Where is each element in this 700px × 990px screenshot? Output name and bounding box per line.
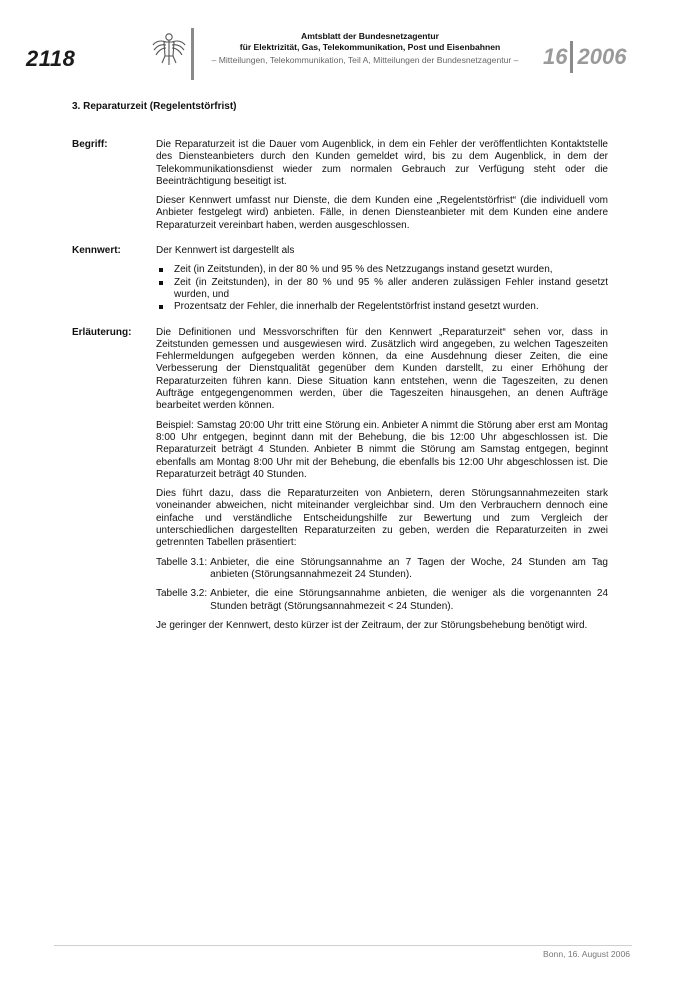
header-divider xyxy=(191,28,194,80)
conclusion-paragraph: Je geringer der Kennwert, desto kürzer ist der Zeitraum, der zur Störungsbehebung benötigt wird. xyxy=(156,619,588,631)
footer-place-date: Bonn, 16. August 2006 xyxy=(543,949,630,959)
list-item: Zeit (in Zeitstunden), in der 80 % und 95 % aller anderen zulässigen Fehler instand gesetzt wurden, und xyxy=(156,277,608,302)
erlaeuterung-paragraph: Dies führt dazu, dass die Reparaturzeiten von Anbietern, deren Störungsannahmezeiten stark voneinander abweichen, nicht miteinander vergleichbar sind. Um den Verbrauchern dennoch eine einfache und verständliche Entscheidungshilfe zur Bewertung und zum Vergleich der unterschiedlichen dargestellten Reparaturzeiten zu geben, werden die Reparaturzeiten in zwei getrennten Tabellen präsentiert: xyxy=(156,488,608,549)
kennwert-list xyxy=(156,264,608,313)
begriff-paragraph: Dieser Kennwert umfasst nur Dienste, die dem Kunden eine „Regelentstörfrist“ (die individuell vom Anbieter festgelegt wird) anbieten. Fälle, in denen Diensteanbieter mit dem Kunden eine andere Reparaturzeit vereinbart haben, werden ausgeschlossen. xyxy=(156,195,608,231)
footer-divider xyxy=(54,945,632,946)
table-reference-text: Anbieter, die eine Störungsannahme anbieten, die weniger als die vorgenannten 24 Stunden beträgt (Störungsannahmezeit < 24 Stunden). xyxy=(210,588,608,612)
begriff-label: Begriff: xyxy=(72,139,108,150)
gazette-subtitle: für Elektrizität, Gas, Telekommunikation, Post und Eisenbahnen xyxy=(239,42,501,52)
kennwert-row xyxy=(72,245,608,320)
kennwert-label: Kennwert: xyxy=(72,245,121,257)
issue-divider xyxy=(570,41,573,73)
table-reference-label: Tabelle 3.2: xyxy=(156,588,208,600)
issue-year: 2006 xyxy=(577,44,627,69)
list-item: Zeit (in Zeitstunden), in der 80 % und 95 % des Netzzugangs instand gesetzt wurden, xyxy=(156,264,608,276)
begriff-paragraph: Die Reparaturzeit ist die Dauer vom Augenblick, in dem ein Fehler der veröffentlichten Kontaktstelle des Diensteanbieters durch den Kunden gemeldet wird, bis zu dem Augenblick, in dem der Telekommunikationsdienst wieder zum normalen Gebrauch zur Verfügung steht oder die Beeinträchtigung beseitigt ist. xyxy=(156,139,608,187)
section-content xyxy=(72,139,608,639)
erlaeuterung-body xyxy=(156,327,608,640)
table-reference-label: Tabelle 3.1: xyxy=(156,556,208,568)
begriff-row xyxy=(72,139,608,239)
gazette-section: – Mitteilungen, Telekommunikation, Teil A, Mitteilungen der Bundesnetzagentur – xyxy=(211,55,519,65)
table-reference-text: Anbieter, die eine Störungsannahme an 7 Tagen der Woche, 24 Stunden am Tag anbieten (Störungsannahmezeit 24 Stunden). xyxy=(210,556,608,580)
table-reference xyxy=(156,557,608,582)
page-number: 2118 xyxy=(26,46,76,71)
kennwert-intro: Der Kennwert ist dargestellt als xyxy=(156,245,295,257)
table-reference xyxy=(156,588,608,613)
gazette-title: Amtsblatt der Bundesnetzagentur xyxy=(301,31,439,41)
federal-eagle-icon xyxy=(152,30,186,66)
begriff-body xyxy=(156,139,608,239)
section-heading: 3. Reparaturzeit (Regelentstörfrist) xyxy=(72,101,237,112)
erlaeuterung-row xyxy=(72,327,608,640)
erlaeuterung-label: Erläuterung: xyxy=(72,326,132,338)
issue-number: 16 xyxy=(543,44,568,69)
example-paragraph: Beispiel: Samstag 20:00 Uhr tritt eine Störung ein. Anbieter A nimmt die Störung aber erst am Montag 8:00 Uhr entgegen, beginnt dann mit der Behebung, die bis 12:00 Uhr abgeschlossen ist. Die Reparaturzeit beträgt 4 Stunden. Anbieter B nimmt die Störung am Samstag entgegen, beginnt ebenfalls am Montag 8:00 Uhr mit der Behebung, die ebenfalls bis 12:00 Uhr abgeschlossen ist. Die Reparaturzeit beträgt 40 Stunden. xyxy=(156,419,608,480)
list-item: Prozentsatz der Fehler, die innerhalb der Regelentstörfrist instand gesetzt wurden. xyxy=(156,301,608,313)
kennwert-body xyxy=(156,245,608,320)
erlaeuterung-paragraph: Die Definitionen und Messvorschriften für den Kennwert „Reparaturzeit“ sehen vor, dass in Zeitstunden gemessen und ausgewiesen wird. Zusätzlich wird angegeben, zu welchen Tageszeiten Fehlermeldungen aufgegeben werden können, da eine Ausdehnung dieser Zeiten, die eine Verbesserung der Dienstqualität gegenüber dem Kunden darstellt, zu einer Erhöhung der Reparaturzeiten führen kann. Diese Situation kann entstehen, wenn die Tageszeiten, zu denen Aufträge entgegengenommen werden, über die Tageszeiten hinausgehen, an denen Aufträge bearbeitet werden können. xyxy=(156,326,608,412)
issue-info xyxy=(543,40,626,74)
